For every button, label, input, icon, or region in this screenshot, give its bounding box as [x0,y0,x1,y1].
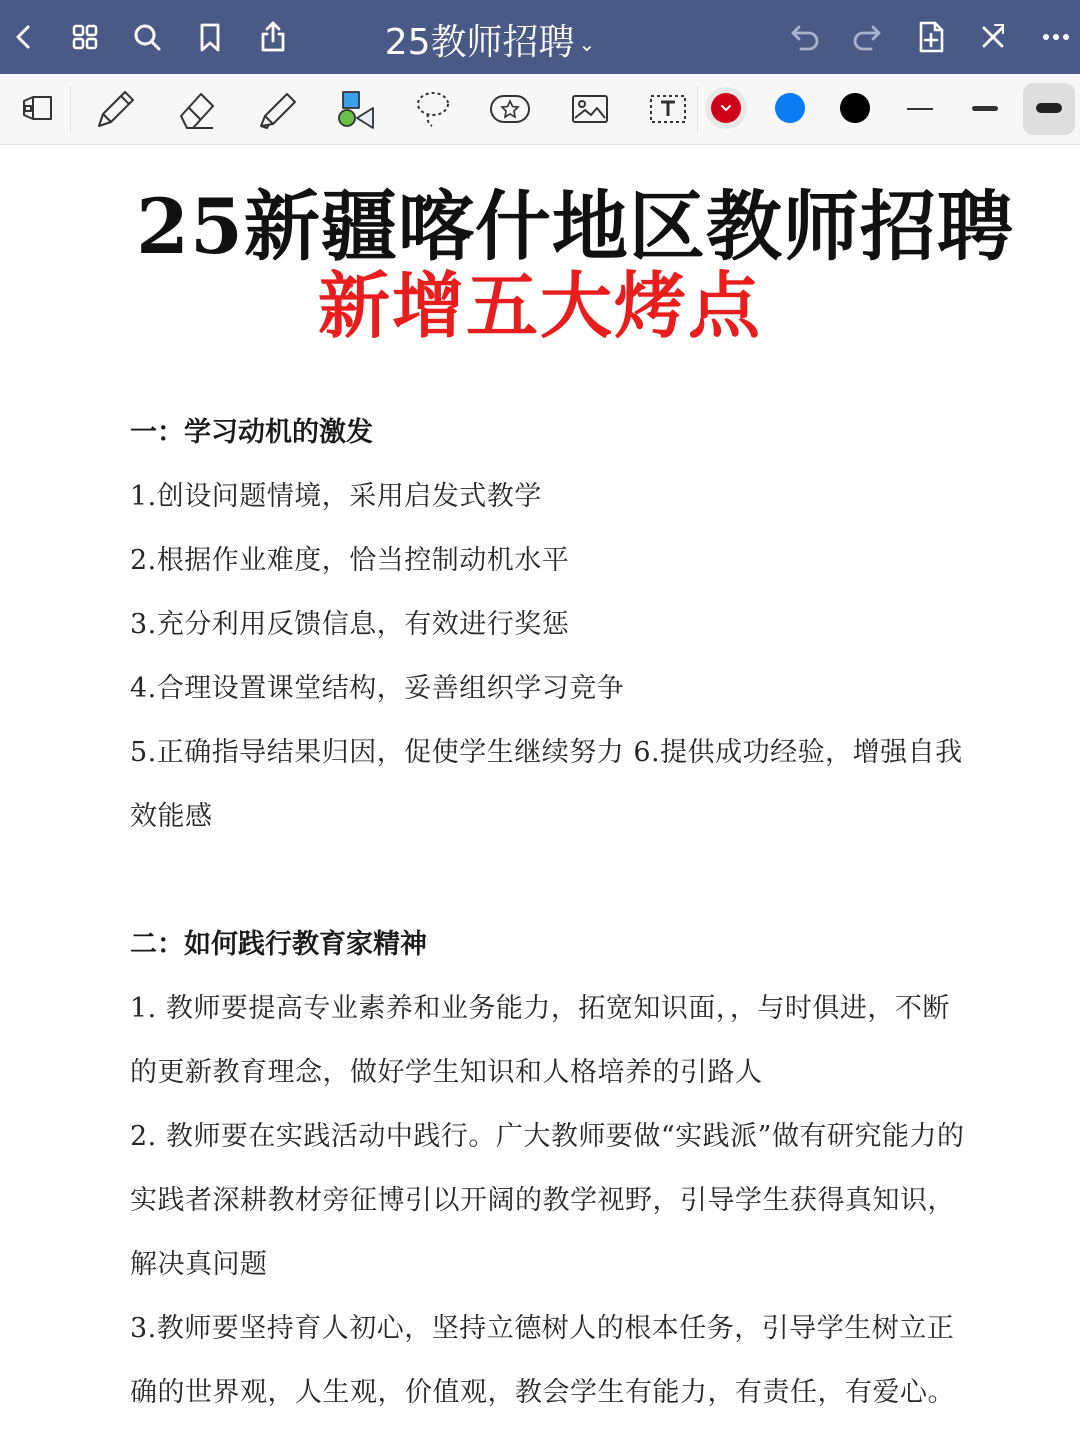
text-line: 1. 教师要提高专业素养和业务能力，拓宽知识面，，与时俱进，不断 [130,993,950,1024]
add-page-icon[interactable] [911,17,951,57]
text-line: 实践者深耕教材旁征博引以开阔的教学视野，引导学生获得真知识， [130,1185,955,1216]
more-icon[interactable] [1036,17,1076,57]
stroke-medium[interactable] [972,106,998,111]
share-icon[interactable] [253,17,293,57]
text-line: 解决真问题 [130,1249,268,1280]
section-heading: 一：学习动机的激发 [130,417,373,448]
toolbar-divider [70,86,71,132]
back-icon[interactable] [4,17,44,57]
lasso-icon[interactable] [410,86,456,132]
pen-icon[interactable] [93,86,139,132]
text-line: 4.合理设置课堂结构，妥善组织学习竞争 [130,673,625,704]
close-icon[interactable] [973,17,1013,57]
toolbar-divider [697,86,698,132]
document-title: 25教师招聘 [384,22,575,63]
grid-icon[interactable] [65,17,105,57]
color-swatch-red[interactable] [711,93,741,123]
shapes-icon[interactable] [333,86,379,132]
chevron-down-icon [711,93,741,123]
document-subheading: 新增五大烤点 [317,263,762,348]
text-icon[interactable] [645,86,691,132]
color-swatch-blue[interactable] [775,93,805,123]
text-line: 确的世界观，人生观，价值观，教会学生有能力，有责任，有爱心。 [130,1377,955,1408]
redo-icon[interactable] [847,17,887,57]
undo-icon[interactable] [785,17,825,57]
text-line: 3.教师要坚持育人初心，坚持立德树人的根本任务，引导学生树立正 [130,1313,955,1344]
search-icon[interactable] [127,17,167,57]
stroke-thin[interactable] [907,108,933,110]
document-heading: 25新疆喀什地区教师招聘 [136,182,1014,271]
top-navigation-bar [0,0,1080,74]
text-line: 3.充分利用反馈信息，有效进行奖惩 [130,609,570,640]
text-line: 效能感 [130,801,213,832]
chevron-down-icon: ⌄ [578,32,596,56]
text-line: 的更新教育理念，做好学生知识和人格培养的引路人 [130,1057,763,1088]
sticker-icon[interactable] [487,86,533,132]
text-line: 2. 教师要在实践活动中践行。广大教师要做“实践派”做有研究能力的 [130,1121,965,1152]
text-line: 1.创设问题情境，采用启发式教学 [130,481,542,512]
eraser-icon[interactable] [173,86,219,132]
text-line: 2.根据作业难度，恰当控制动机水平 [130,545,570,576]
section-heading: 二：如何践行教育家精神 [130,929,427,960]
bookmark-icon[interactable] [190,17,230,57]
sidebar-icon[interactable] [15,86,61,132]
highlighter-icon[interactable] [253,86,299,132]
text-line: 5.正确指导结果归因，促使学生继续努力 6.提供成功经验，增强自我 [130,737,963,768]
document-title-dropdown[interactable] [360,14,620,65]
image-icon[interactable] [567,86,613,132]
stroke-thick[interactable] [1036,103,1062,113]
color-swatch-black[interactable] [840,93,870,123]
